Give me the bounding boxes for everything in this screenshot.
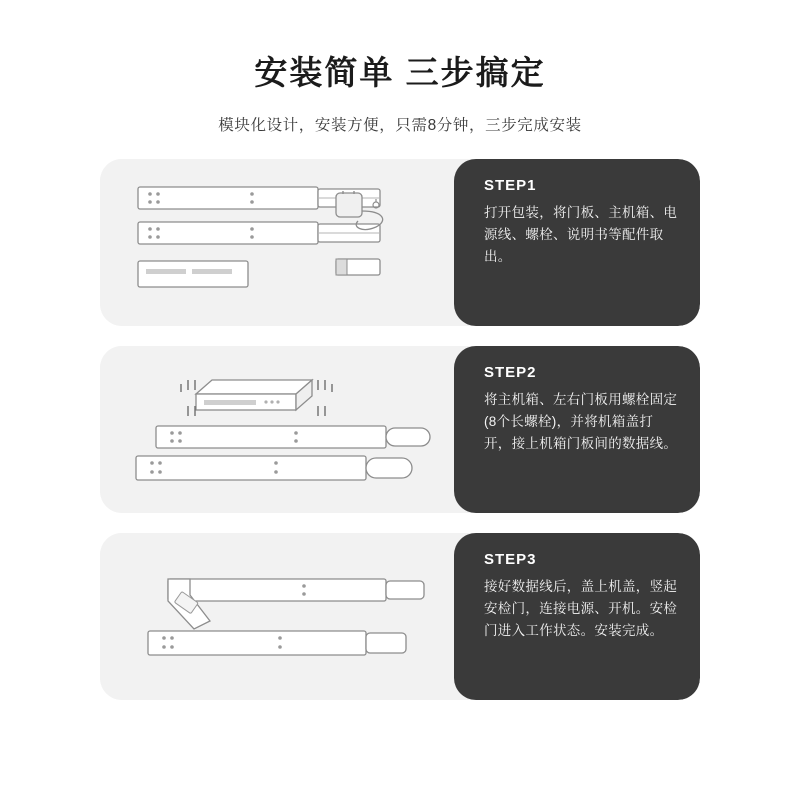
- step-3-text-panel: [454, 533, 700, 700]
- step-1-description: 打开包装，将门板、主机箱、电源线、螺栓、说明书等配件取出。: [484, 205, 678, 264]
- step-1-illustration: [100, 159, 472, 326]
- step-3-label: STEP3: [484, 551, 537, 569]
- step-3-graphic: [100, 533, 472, 700]
- page-subtitle: 模块化设计，安装方便，只需8分钟，三步完成安装: [218, 117, 582, 135]
- page-title: 安装简单 三步搞定: [254, 54, 546, 91]
- step-card-2: [100, 346, 700, 513]
- step-2-illustration: [100, 346, 472, 513]
- step-1-graphic: [100, 159, 472, 326]
- step-card-3: [100, 533, 700, 700]
- step-2-label: STEP2: [484, 364, 537, 382]
- step-3-description: 接好数据线后，盖上机盖，竖起安检门，连接电源、开机。安检门进入工作状态。安装完成。: [484, 579, 678, 638]
- step-2-graphic: [100, 346, 472, 513]
- steps-list: [0, 159, 800, 700]
- step-3-illustration: [100, 533, 472, 700]
- step-1-label: STEP1: [484, 177, 537, 195]
- page-header: [0, 0, 800, 135]
- step-1-text-panel: [454, 159, 700, 326]
- step-card-1: [100, 159, 700, 326]
- step-2-description: 将主机箱、左右门板用螺栓固定(8个长螺栓)，并将机箱盖打开，接上机箱门板间的数据线。: [484, 392, 678, 451]
- step-2-text-panel: [454, 346, 700, 513]
